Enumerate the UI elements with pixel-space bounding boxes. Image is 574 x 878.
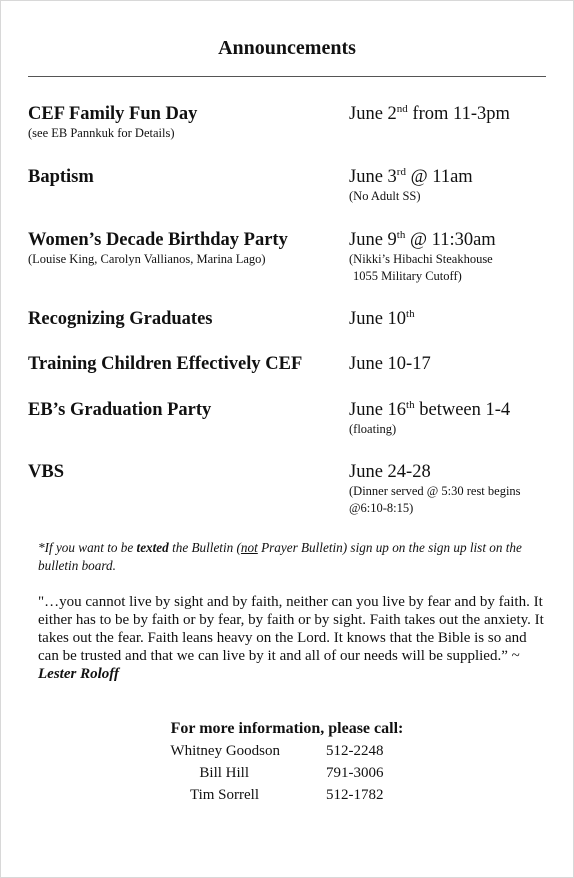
- event-note: (floating): [349, 422, 397, 436]
- event-name: [28, 308, 212, 330]
- footnote-text: the Bulletin (: [168, 540, 241, 555]
- event-date-suffix: th: [396, 229, 406, 241]
- footnote-bold-text: texted: [136, 540, 169, 555]
- event-date-main: June 10: [349, 309, 407, 329]
- contact-phone: 512-1782: [326, 787, 384, 803]
- event-name: [28, 353, 302, 375]
- footnote-text: Prayer Bulletin) sign up on the sign up list on the bulletin board.: [38, 540, 522, 573]
- contact-phone: 791-3006: [326, 765, 384, 781]
- event-title: Recognizing Graduates: [28, 309, 213, 329]
- event-name: [28, 229, 288, 267]
- event-note-line: (Nikki’s Hibachi Steakhouse: [349, 252, 493, 266]
- event-date-main: June 3: [349, 167, 397, 187]
- page-title: Announcements: [218, 37, 356, 59]
- event-title: EB’s Graduation Party: [28, 400, 212, 420]
- event-date-suffix: th: [406, 399, 415, 411]
- quote-block: [38, 593, 548, 683]
- event-title: VBS: [28, 462, 64, 482]
- event-name: [28, 166, 94, 188]
- event-date: [349, 166, 559, 205]
- contact-name: Whitney Goodson: [170, 743, 280, 759]
- event-name: [28, 461, 64, 483]
- event-note-line: 1055 Military Cutoff): [353, 269, 462, 283]
- bulletin-footnote: [38, 539, 548, 575]
- event-name: [28, 399, 211, 421]
- event-date-time: @ 11am: [405, 167, 473, 187]
- event-date-main: June 9: [349, 230, 397, 250]
- event-date-main: June 10-17: [349, 354, 431, 374]
- contact-phone: 512-2248: [326, 743, 384, 759]
- event-date-main: June 16: [349, 400, 407, 420]
- event-date: [349, 103, 510, 125]
- event-note: (No Adult SS): [349, 189, 421, 203]
- event-date-time: @ 11:30am: [405, 230, 496, 250]
- event-date-time: between 1-4: [414, 400, 511, 420]
- event-date: [349, 229, 559, 285]
- event-title: Women’s Decade Birthday Party: [28, 230, 288, 250]
- contact-row: [1, 765, 574, 785]
- event-date: [349, 461, 559, 517]
- quote-text: "…you cannot live by sight and by faith, neither can you live by fear and by faith. It either has to be by faith or by fear, by faith or by sight. Faith takes out the anxiety. It takes out the fear. Faith leans heavy on the Lord. It knows that the Bible is so and can be trusted and that we can live by it and all of our needs will be supplied.” ~: [38, 594, 544, 664]
- contact-heading: For more information, please call:: [170, 720, 404, 737]
- event-date: [349, 399, 559, 438]
- event-title: CEF Family Fun Day: [28, 104, 198, 124]
- contact-row: [1, 787, 574, 807]
- title-divider: [28, 76, 546, 77]
- event-date-suffix: nd: [396, 103, 408, 115]
- contact-name: Bill Hill: [199, 765, 249, 781]
- quote-author: Lester Roloff: [38, 666, 119, 682]
- event-name: [28, 103, 197, 141]
- event-date-time: from 11-3pm: [407, 104, 510, 124]
- event-subtitle: (Louise King, Carolyn Vallianos, Marina Lago): [28, 252, 266, 266]
- event-subtitle: (see EB Pannkuk for Details): [28, 126, 175, 140]
- event-date: [349, 308, 415, 330]
- event-title: Training Children Effectively CEF: [28, 354, 303, 374]
- contact-name: Tim Sorrell: [189, 787, 259, 803]
- footnote-underlined-text: not: [240, 540, 258, 555]
- event-date-main: June 24-28: [349, 462, 431, 482]
- event-date-suffix: th: [406, 308, 415, 320]
- footnote-text: *If you want to be: [38, 540, 137, 555]
- event-date: [349, 353, 431, 375]
- event-date-main: June 2: [349, 104, 397, 124]
- event-note: [349, 251, 559, 285]
- event-note: (Dinner served @ 5:30 rest begins @6:10-8:15): [349, 484, 521, 515]
- contact-row: [1, 743, 574, 763]
- event-title: Baptism: [28, 167, 94, 187]
- event-date-suffix: rd: [396, 166, 406, 178]
